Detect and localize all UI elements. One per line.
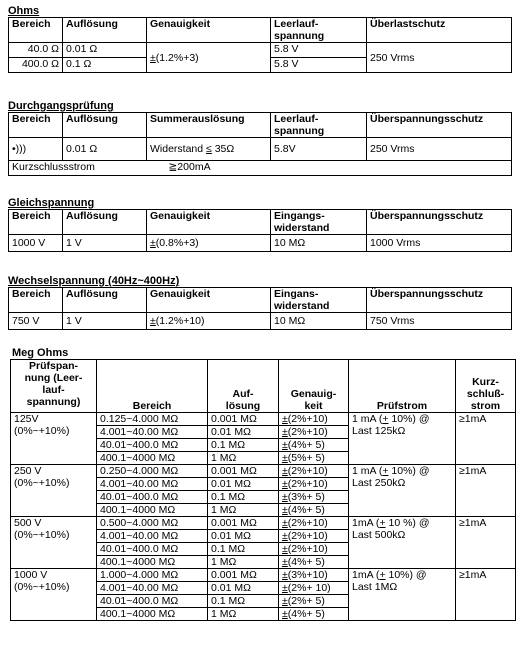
cell-range: 750 V (9, 313, 63, 330)
cell-resolution: 0.1 MΩ (208, 491, 279, 504)
cell-range: 0.500~4.000 MΩ (97, 517, 208, 530)
ohms-table (8, 17, 512, 73)
cell-range: 0.125~4.000 MΩ (97, 413, 208, 426)
cell-range: 400.0 Ω (9, 58, 63, 73)
cell-short-current: ≥1mA (456, 517, 516, 569)
header-range: Bereich (9, 113, 63, 138)
cell-short-current: ≥1mA (456, 569, 516, 621)
cell-test-voltage: 1000 V (0%~+10%) (11, 569, 97, 621)
cell-resolution: 1 MΩ (208, 504, 279, 517)
cell-short-current: ≥1mA (456, 465, 516, 517)
header-open-voltage: Leerlauf- spannung (271, 113, 367, 138)
cell-accuracy: ±(2%+10) (279, 478, 349, 491)
short-circuit-label: Kurzschlussstrom (9, 161, 147, 176)
header-range: Bereich (9, 18, 63, 43)
cell-range: 40.01~400.0 MΩ (97, 543, 208, 556)
cell-test-current: 1mA (+ 10%) @ Last 1MΩ (349, 569, 456, 621)
header-accuracy: Genauigkeit (147, 210, 271, 235)
dcv-title: Gleichspannung (8, 197, 95, 209)
cell-range: 4.001~40.00 MΩ (97, 530, 208, 543)
header-test-voltage: Prüfspan- nung (Leer- lauf- spannung) (11, 360, 97, 413)
cell-input-resistance: 10 MΩ (271, 235, 367, 252)
cell-range-buzzer-icon: •))) (9, 138, 63, 161)
cell-resolution: 0.1 MΩ (208, 543, 279, 556)
cell-range: 400.1~4000 MΩ (97, 504, 208, 517)
cell-accuracy: ±(2%+ 10) (279, 582, 349, 595)
cell-input-resistance: 10 MΩ (271, 313, 367, 330)
megohm-section (10, 347, 516, 621)
cell-accuracy: ±(1.2%+3) (147, 43, 271, 73)
cell-test-current: 1 mA (+ 10%) @ Last 250kΩ (349, 465, 456, 517)
header-accuracy: Genauigkeit (147, 288, 271, 313)
cell-voltage: 5.8V (271, 138, 367, 161)
table-row (9, 313, 512, 330)
cell-resolution: 0.001 MΩ (208, 465, 279, 478)
dcv-section (8, 197, 512, 252)
header-open-voltage: Leerlauf- spannung (271, 18, 367, 43)
cell-resolution: 0.001 MΩ (208, 413, 279, 426)
table-row (11, 517, 516, 530)
cell-accuracy: ±(4%+ 5) (279, 439, 349, 452)
cell-accuracy: ±(4%+ 5) (279, 608, 349, 621)
table-header-row (9, 288, 512, 313)
cell-range: 0.250~4.000 MΩ (97, 465, 208, 478)
cell-resolution: 1 MΩ (208, 556, 279, 569)
header-resolution: Auflösung (63, 113, 147, 138)
cell-resolution: 0.1 MΩ (208, 439, 279, 452)
table-header-row (11, 360, 516, 413)
cell-accuracy: ±(2%+10) (279, 426, 349, 439)
cell-accuracy: ±(2%+10) (279, 543, 349, 556)
cell-accuracy: ±(2%+10) (279, 465, 349, 478)
table-row (11, 465, 516, 478)
cell-resolution: 0.01 MΩ (208, 530, 279, 543)
header-range: Bereich (9, 288, 63, 313)
header-short-current: Kurz- schluß- strom (456, 360, 516, 413)
header-accuracy: Genauigkeit (147, 18, 271, 43)
cell-range: 40.01~400.0 MΩ (97, 491, 208, 504)
cell-resolution: 0.1 MΩ (208, 595, 279, 608)
cell-test-voltage: 125V (0%~+10%) (11, 413, 97, 465)
cell-voltage: 5.8 V (271, 43, 367, 58)
header-resolution: Auflösung (63, 18, 147, 43)
header-overvoltage: Überspannungsschutz (367, 210, 512, 235)
cell-resolution: 0.01 MΩ (208, 582, 279, 595)
cell-test-current: 1mA (+ 10 %) @ Last 500kΩ (349, 517, 456, 569)
cell-range: 400.1~4000 MΩ (97, 452, 208, 465)
header-range: Bereich (97, 360, 208, 413)
cell-resolution: 1 V (63, 313, 147, 330)
cell-protection: 750 Vrms (367, 313, 512, 330)
table-row (9, 138, 512, 161)
header-resolution: Auflösung (63, 210, 147, 235)
header-test-current: Prüfstrom (349, 360, 456, 413)
megohm-title: Meg Ohms (12, 347, 69, 359)
cell-range: 1000 V (9, 235, 63, 252)
cell-resolution: 0.01 MΩ (208, 426, 279, 439)
ohms-title: Ohms (8, 5, 40, 17)
cell-range: 4.001~40.00 MΩ (97, 426, 208, 439)
table-row (9, 161, 512, 176)
table-row (11, 413, 516, 426)
cell-range: 40.0 Ω (9, 43, 63, 58)
table-header-row (9, 113, 512, 138)
cell-accuracy: ±(2%+ 5) (279, 595, 349, 608)
continuity-title: Durchgangsprüfung (8, 100, 114, 112)
cell-range: 400.1~4000 MΩ (97, 556, 208, 569)
table-header-row (9, 210, 512, 235)
cell-resolution: 0.001 MΩ (208, 569, 279, 582)
cell-protection: 1000 Vrms (367, 235, 512, 252)
ohms-section (8, 5, 512, 73)
cell-resolution: 0.01 Ω (63, 138, 147, 161)
table-row (9, 43, 512, 58)
header-resolution: Auflösung (63, 288, 147, 313)
cell-protection: 250 Vrms (367, 138, 512, 161)
cell-accuracy: ±(0.8%+3) (147, 235, 271, 252)
table-row (11, 569, 516, 582)
cell-accuracy: ±(2%+10) (279, 517, 349, 530)
cell-resolution: 0.01 Ω (63, 43, 147, 58)
acv-title: Wechselspannung (40Hz~400Hz) (8, 275, 180, 287)
cell-short-current: ≥1mA (456, 413, 516, 465)
header-range: Bereich (9, 210, 63, 235)
cell-range: 1.000~4.000 MΩ (97, 569, 208, 582)
header-overvoltage: Überspannungsschutz (367, 113, 512, 138)
dcv-table (8, 209, 512, 252)
header-overload: Überlastschutz (367, 18, 512, 43)
cell-protection: 250 Vrms (367, 43, 512, 73)
cell-range: 40.01~400.0 MΩ (97, 595, 208, 608)
cell-range: 4.001~40.00 MΩ (97, 582, 208, 595)
cell-resolution: 0.001 MΩ (208, 517, 279, 530)
cell-range: 4.001~40.00 MΩ (97, 478, 208, 491)
header-overvoltage: Überspannungsschutz (367, 288, 512, 313)
header-resolution: Auf- lösung (208, 360, 279, 413)
cell-accuracy: ±(2%+10) (279, 413, 349, 426)
cell-accuracy: ±(1.2%+10) (147, 313, 271, 330)
cell-resolution: 1 MΩ (208, 608, 279, 621)
cell-test-current: 1 mA (+ 10%) @ Last 125kΩ (349, 413, 456, 465)
cell-range: 400.1~4000 MΩ (97, 608, 208, 621)
cell-range: 40.01~400.0 MΩ (97, 439, 208, 452)
acv-section (8, 275, 512, 330)
header-input-resistance: Eingans- widerstand (271, 288, 367, 313)
megohm-table (10, 359, 516, 621)
header-input-resistance: Eingangs- widerstand (271, 210, 367, 235)
continuity-table (8, 112, 512, 176)
cell-resolution: 1 V (63, 235, 147, 252)
cell-test-voltage: 500 V (0%~+10%) (11, 517, 97, 569)
table-row (9, 235, 512, 252)
cell-resolution: 0.1 Ω (63, 58, 147, 73)
cell-accuracy: ±(2%+10) (279, 530, 349, 543)
cell-accuracy: ±(3%+ 5) (279, 491, 349, 504)
cell-voltage: 5.8 V (271, 58, 367, 73)
cell-resolution: 1 MΩ (208, 452, 279, 465)
cell-buzzer: Widerstand ≤ 35Ω (147, 138, 271, 161)
table-header-row (9, 18, 512, 43)
cell-accuracy: ±(4%+ 5) (279, 556, 349, 569)
continuity-section (8, 100, 512, 176)
acv-table (8, 287, 512, 330)
cell-test-voltage: 250 V (0%~+10%) (11, 465, 97, 517)
cell-accuracy: ±(3%+10) (279, 569, 349, 582)
short-circuit-value: ≧200mA (147, 161, 512, 176)
cell-accuracy: ±(5%+ 5) (279, 452, 349, 465)
cell-accuracy: ±(4%+ 5) (279, 504, 349, 517)
header-buzzer: Summerauslösung (147, 113, 271, 138)
header-accuracy: Genauig- keit (279, 360, 349, 413)
cell-resolution: 0.01 MΩ (208, 478, 279, 491)
